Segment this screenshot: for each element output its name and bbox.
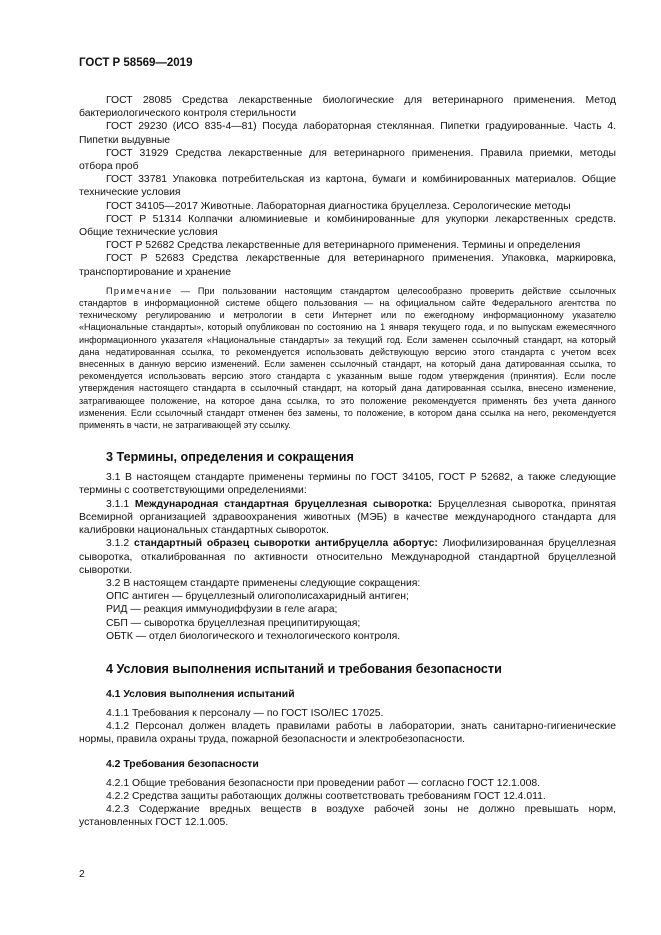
- reference-item: ГОСТ 29230 (ИСО 835-4—81) Посуда лабораторная стеклянная. Пипетки градуированные. Часть 4. Пипетки выдувные: [79, 121, 616, 146]
- abbreviation-item: РИД — реакция иммунодиффузии в геле агара;: [106, 604, 338, 616]
- reference-item: ГОСТ 31929 Средства лекарственные для ветеринарного применения. Правила приемки, методы отбора проб: [79, 147, 616, 173]
- clause-4-2-2: 4.2.2 Средства защиты работающих должны соответствовать требованиям ГОСТ 12.4.011.: [106, 790, 546, 802]
- reference-item: ГОСТ 34105—2017 Животные. Лабораторная диагностика бруцеллеза. Серологические методы: [106, 200, 571, 212]
- clause-number: 3.1.1: [106, 498, 135, 510]
- subsection-4-1-heading: 4.1 Условия выполнения испытаний: [106, 688, 295, 700]
- note-label: Примечание: [106, 285, 173, 296]
- clause-3-1-1: [79, 498, 616, 538]
- normative-references-list: [79, 94, 616, 279]
- section-4-heading: 4 Условия выполнения испытаний и требования безопасности: [106, 661, 502, 676]
- term-definition: Лиофилизированная бруцеллезная сыворотка, откалиброванная по активности относительно Международной стандартной бруцеллезной сыворотки.: [79, 538, 617, 576]
- reference-item: ГОСТ Р 51314 Колпачки алюминиевые и комбинированные для укупорки лекарственных средств. Общие технические условия: [79, 213, 616, 239]
- clause-3-1-2: [79, 537, 616, 577]
- reference-item: ГОСТ 28085 Средства лекарственные биологические для ветеринарного применения. Метод бактериологического контроля стерильности: [79, 95, 616, 120]
- term-name: Международная стандартная бруцеллезная сыворотка:: [134, 498, 433, 510]
- abbreviation-item: ОБТК — отдел биологического и технологического контроля.: [106, 630, 401, 642]
- clause-3-1: 3.1 В настоящем стандарте применены термины по ГОСТ 34105, ГОСТ Р 52682, а также следующие термины с соответствующими определениями:: [79, 472, 616, 497]
- note-paragraph: [79, 285, 616, 431]
- clause-4-1-1: 4.1.1 Требования к персоналу — по ГОСТ ISO/IEC 17025.: [106, 707, 384, 719]
- abbreviation-item: ОПС антиген — бруцеллезный олигополисахаридный антиген;: [106, 591, 409, 603]
- clause-3-2: 3.2 В настоящем стандарте применены следующие сокращения:: [106, 577, 421, 589]
- subsection-4-2-heading: 4.2 Требования безопасности: [106, 758, 259, 770]
- reference-item: ГОСТ 33781 Упаковка потребительская из картона, бумаги и комбинированных материалов. Общие технические условия: [79, 174, 616, 199]
- clause-4-2-1: 4.2.1 Общие требования безопасности при проведении работ — согласно ГОСТ 12.1.008.: [106, 777, 541, 789]
- page-number: 2: [79, 869, 85, 880]
- reference-item: ГОСТ Р 52682 Средства лекарственные для ветеринарного применения. Термины и определения: [106, 240, 581, 252]
- clause-4-2-3: 4.2.3 Содержание вредных веществ в воздухе рабочей зоны не должно превышать норм, установленных ГОСТ 12.1.005.: [79, 803, 616, 829]
- abbreviation-item: СБП — сыворотка бруцеллезная преципитирующая;: [106, 617, 361, 629]
- reference-item: ГОСТ Р 52683 Средства лекарственные для ветеринарного применения. Упаковка, маркировка, транспортирование и хранение: [79, 253, 616, 278]
- term-definition: Бруцеллезная сыворотка, принятая Всемирной организацией здравоохранения животных (МЭБ) в качестве международного стандарта для калибровки национальных стандартных сывороток.: [79, 498, 617, 537]
- term-name: стандартный образец сыворотки антибруцелла абортус:: [133, 538, 438, 550]
- document-header: ГОСТ Р 58569—2019: [79, 57, 193, 69]
- clause-4-1-2: 4.1.2 Персонал должен владеть правилами работы в лаборатории, знать санитарно-гигиенические нормы, правила охраны труда, пожарной безопасности и электробезопасности.: [79, 721, 616, 746]
- clause-number: 3.1.2: [106, 538, 134, 550]
- section-3-heading: 3 Термины, определения и сокращения: [106, 450, 354, 465]
- page-content: [79, 94, 616, 829]
- note-text: — При пользовании настоящим стандартом целесообразно проверить действие ссылочных стандартов в информационной системе общего пользования — на официальном сайте Федерального агентства по техническому регулированию и метрологии в сети Интернет или по ежегодному информационному указателю «Национальные стандарты», который опубликован по состоянию на 1 января текущего года, и по выпускам ежемесячного информационного указателя «Национальные стандарты» за текущий год. Если заменен ссылочный стандарт, на который дана недатированная ссылка, то рекомендуется использовать действующую версию этого стандарта с учетом всех внесенных в данную версию изменений. Если заменен ссылочный стандарт, на который дана датированная ссылка, то рекомендуется использовать версию этого стандарта с указанным выше годом утверждения (принятия). Если после утверждения настоящего стандарта в ссылочный стандарт, на который дана датированная ссылка, внесено изменение, затрагивающее положение, на которое дана ссылка, то это положение рекомендуется применять без учета данного изменения. Если ссылочный стандарт отменен без замены, то положение, в котором дана ссылка на него, рекомендуется применять в части, не затрагивающей эту ссылку.: [79, 285, 616, 431]
